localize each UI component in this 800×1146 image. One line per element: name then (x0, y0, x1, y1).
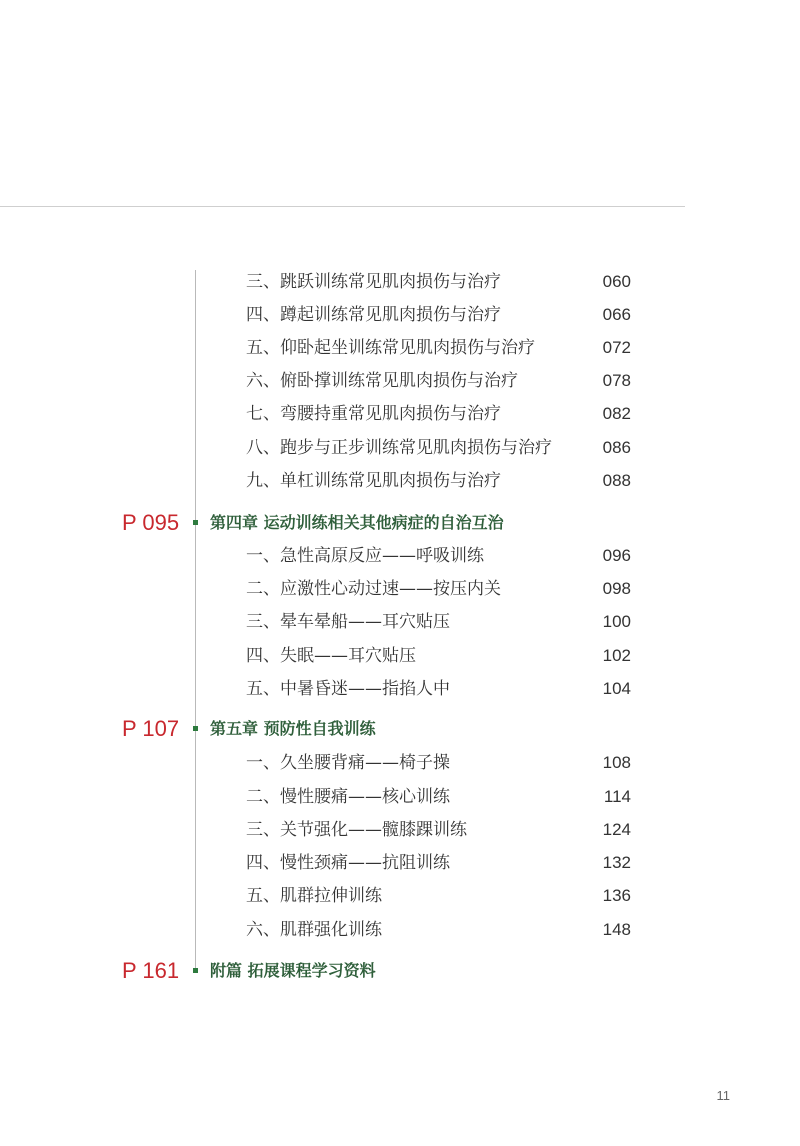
toc-entry[interactable] (0, 608, 800, 636)
toc-entry[interactable] (0, 301, 800, 329)
toc-entry-title: 六、肌群强化训练 (246, 920, 382, 940)
toc-entry-page: 072 (602, 338, 631, 357)
toc-entry-page: 102 (602, 646, 631, 665)
toc-entry-title: 三、关节强化——髋膝踝训练 (246, 820, 467, 840)
toc-chapter[interactable] (0, 508, 800, 538)
toc-entry[interactable] (0, 849, 800, 877)
toc-entry-title: 六、俯卧撑训练常见肌肉损伤与治疗 (246, 371, 518, 391)
toc-entry[interactable] (0, 367, 800, 395)
toc-entry-page: 098 (602, 579, 631, 598)
toc-entry-title: 四、慢性颈痛——抗阻训练 (246, 853, 450, 873)
toc-entry[interactable] (0, 542, 800, 570)
toc-entry[interactable] (0, 675, 800, 703)
toc-entry-title: 四、蹲起训练常见肌肉损伤与治疗 (246, 305, 501, 325)
toc-chapter[interactable] (0, 956, 800, 986)
chapter-page-ref: P 095 (122, 510, 180, 535)
top-divider (0, 206, 685, 207)
toc-entry[interactable] (0, 467, 800, 495)
toc-entry-page: 124 (602, 820, 631, 839)
toc-entry[interactable] (0, 916, 800, 944)
toc-entry[interactable] (0, 816, 800, 844)
toc-entry-title: 五、中暑昏迷——指掐人中 (246, 679, 450, 699)
toc-entry-title: 二、慢性腰痛——核心训练 (246, 787, 450, 807)
toc-entry-page: 136 (602, 886, 631, 905)
chapter-page-ref: P 161 (122, 958, 180, 983)
toc-entry-page: 060 (602, 272, 631, 291)
toc-entry-title: 三、跳跃训练常见肌肉损伤与治疗 (246, 272, 501, 292)
toc-entry-page: 088 (602, 471, 631, 490)
toc-entry[interactable] (0, 434, 800, 462)
toc-entry[interactable] (0, 268, 800, 296)
chapter-title: 第四章 运动训练相关其他病症的自治互治 (210, 513, 504, 532)
toc-entry-title: 七、弯腰持重常见肌肉损伤与治疗 (246, 404, 501, 424)
toc-entry-page: 148 (602, 920, 631, 939)
toc-entry-title: 三、晕车晕船——耳穴贴压 (246, 612, 450, 632)
toc-entry[interactable] (0, 334, 800, 362)
toc-entry-page: 132 (602, 853, 631, 872)
toc-entry-page: 066 (602, 305, 631, 324)
toc-entry[interactable] (0, 783, 800, 811)
chapter-bullet-icon (193, 520, 198, 525)
toc-entry-page: 108 (602, 753, 631, 772)
chapter-bullet-icon (193, 726, 198, 731)
toc-entry-page: 100 (602, 612, 631, 631)
toc-entry[interactable] (0, 749, 800, 777)
toc-entry[interactable] (0, 575, 800, 603)
toc-entry-page: 086 (602, 438, 631, 457)
chapter-page-ref: P 107 (122, 716, 180, 741)
toc-entry-title: 四、失眠——耳穴贴压 (246, 646, 416, 666)
toc-entry-page: 078 (602, 371, 631, 390)
toc-entry-title: 八、跑步与正步训练常见肌肉损伤与治疗 (246, 438, 552, 458)
toc-entry-title: 一、急性高原反应——呼吸训练 (246, 546, 484, 566)
toc-entry[interactable] (0, 882, 800, 910)
toc-entry-title: 五、仰卧起坐训练常见肌肉损伤与治疗 (246, 338, 535, 358)
chapter-title: 第五章 预防性自我训练 (210, 719, 376, 738)
chapter-bullet-icon (193, 968, 198, 973)
toc-entry[interactable] (0, 642, 800, 670)
toc-entry-title: 二、应激性心动过速——按压内关 (246, 579, 501, 599)
toc-entry-page: 104 (602, 679, 631, 698)
toc-entry-title: 一、久坐腰背痛——椅子操 (246, 753, 450, 773)
toc-entry-title: 九、单杠训练常见肌肉损伤与治疗 (246, 471, 501, 491)
toc-chapter[interactable] (0, 714, 800, 744)
toc-entry-title: 五、肌群拉伸训练 (246, 886, 382, 906)
page-number: 11 (716, 1088, 730, 1103)
toc-entry[interactable] (0, 400, 800, 428)
toc-entry-page: 082 (602, 404, 631, 423)
chapter-title: 附篇 拓展课程学习资料 (210, 961, 376, 980)
toc-entry-page: 096 (602, 546, 631, 565)
toc-entry-page: 114 (603, 787, 631, 806)
